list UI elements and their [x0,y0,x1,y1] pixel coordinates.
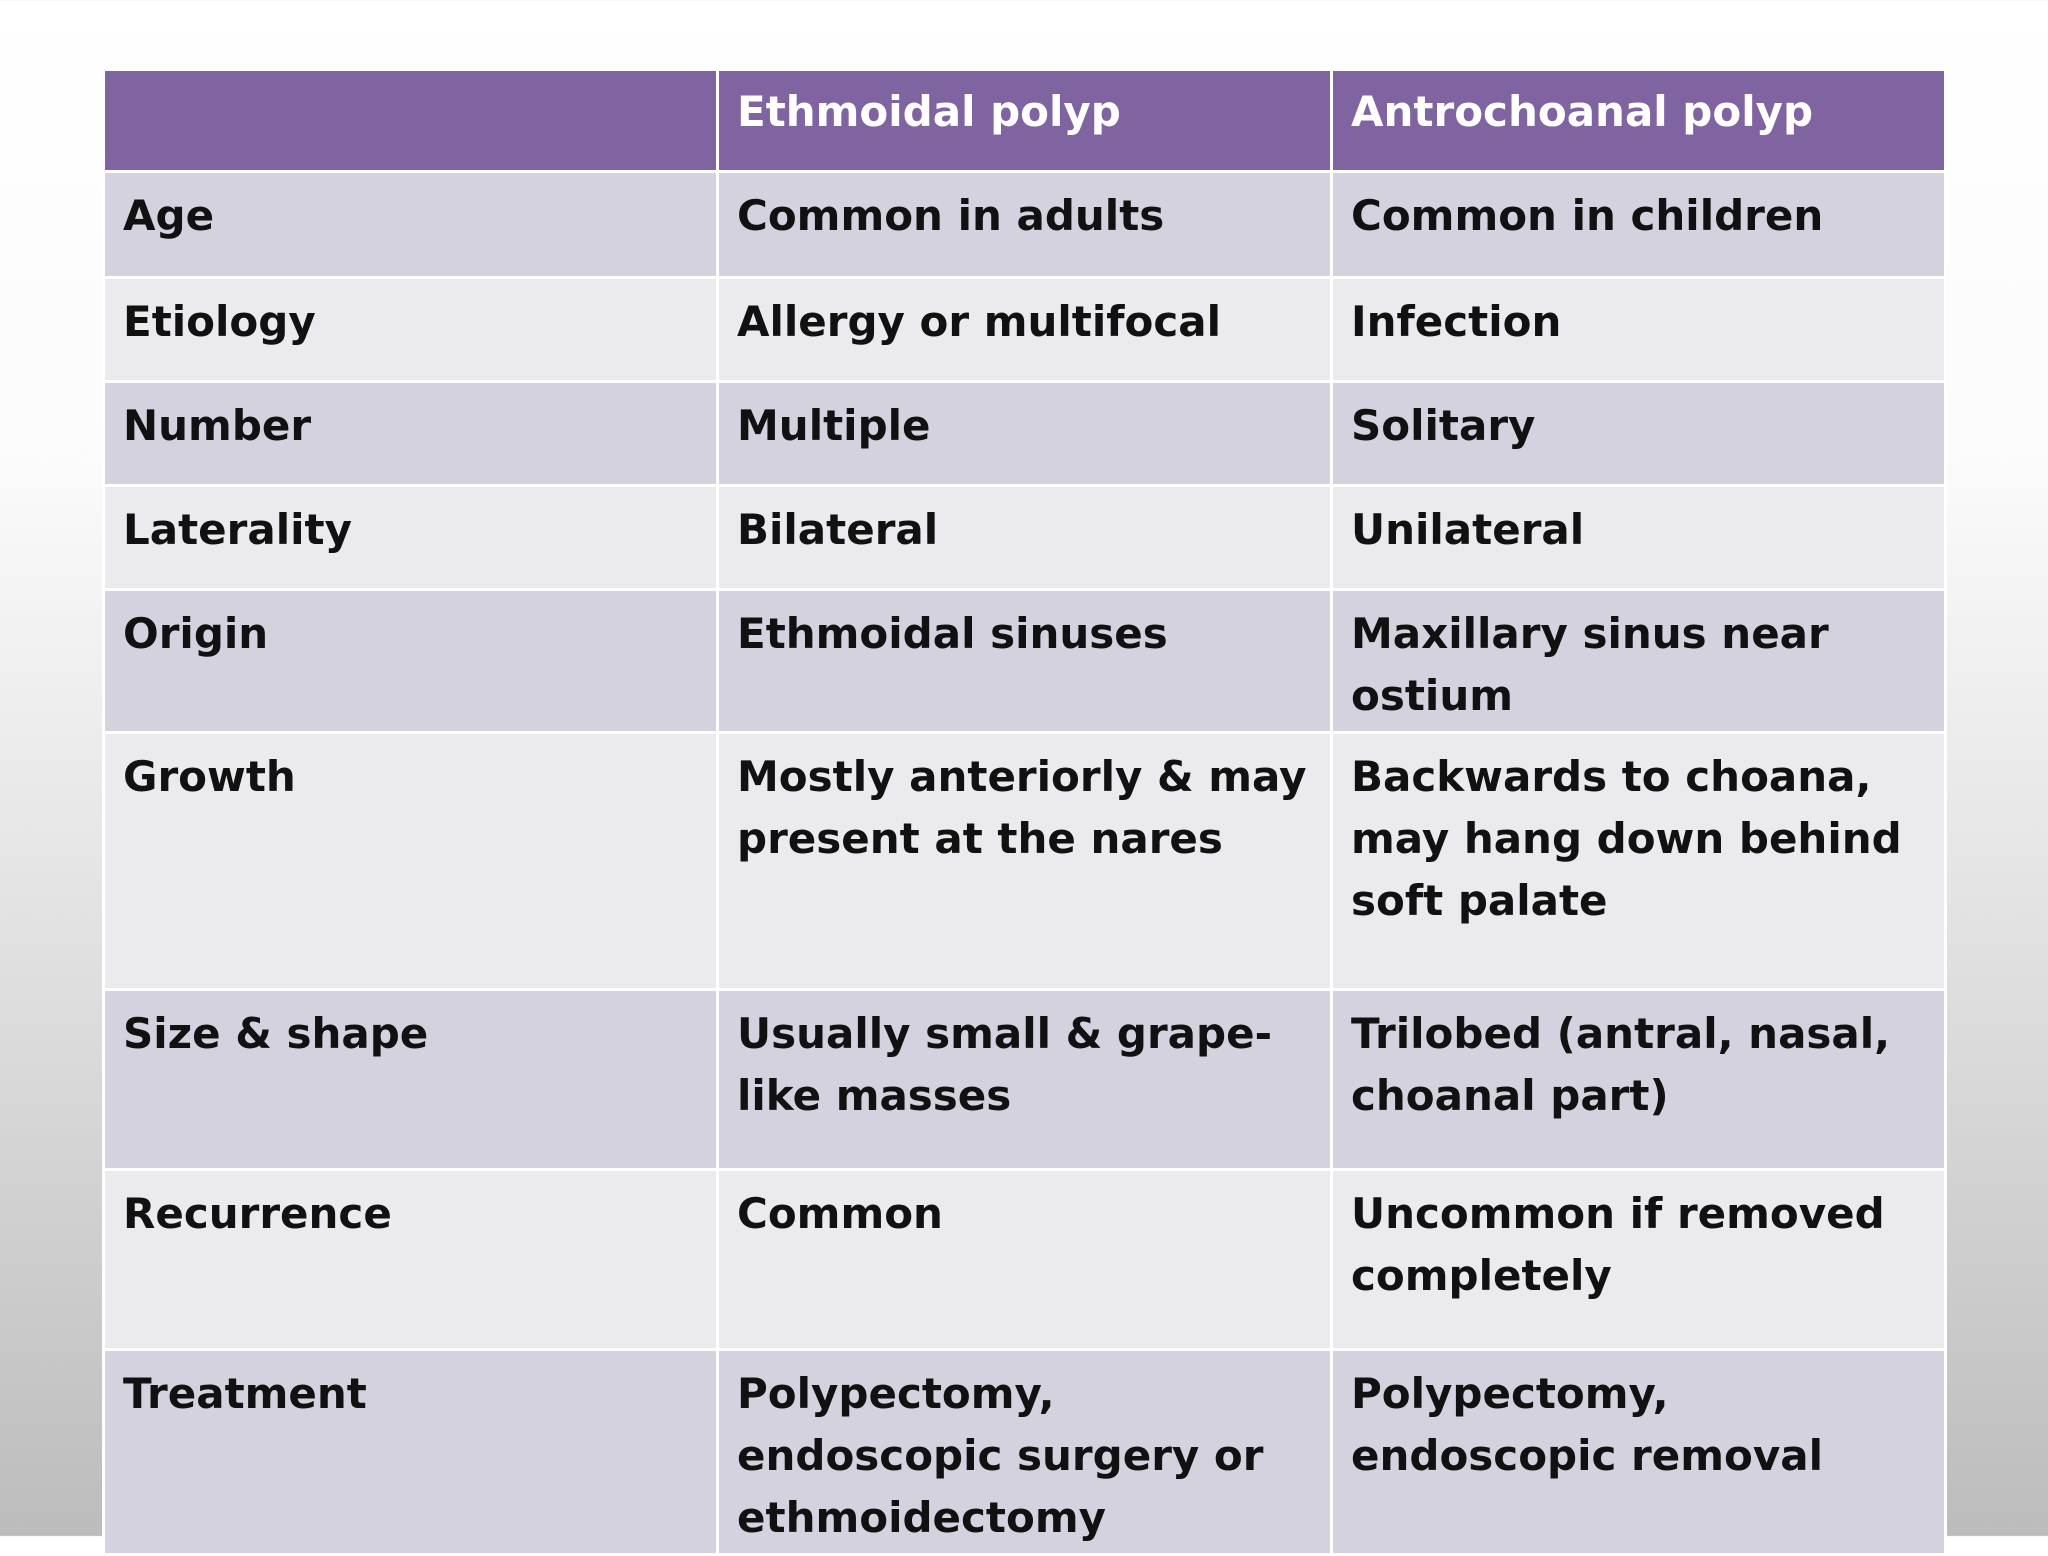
row-label: Size & shape [104,990,718,1170]
table-row-etiology [104,278,1946,382]
ethmoidal-cell: Common [718,1170,1332,1350]
ethmoidal-cell: Bilateral [718,486,1332,590]
header-row [104,70,1946,172]
row-label: Age [104,172,718,278]
antrochoanal-cell: Unilateral [1332,486,1946,590]
table-row-laterality [104,486,1946,590]
ethmoidal-cell: Multiple [718,382,1332,486]
table-row-size-shape [104,990,1946,1170]
header-cell-ethmoidal-polyp: Ethmoidal polyp [718,70,1332,172]
table-row-treatment [104,1350,1946,1555]
table-row-origin [104,590,1946,733]
row-label: Growth [104,733,718,990]
antrochoanal-cell: Trilobed (antral, nasal, choanal part) [1332,990,1946,1170]
table-row-number [104,382,1946,486]
ethmoidal-cell: Common in adults [718,172,1332,278]
table-row-age [104,172,1946,278]
ethmoidal-cell: Ethmoidal sinuses [718,590,1332,733]
row-label: Recurrence [104,1170,718,1350]
antrochoanal-cell: Maxillary sinus near ostium [1332,590,1946,733]
antrochoanal-cell: Common in children [1332,172,1946,278]
ethmoidal-cell: Allergy or multifocal [718,278,1332,382]
ethmoidal-cell: Usually small & grape-like masses [718,990,1332,1170]
table-row-recurrence [104,1170,1946,1350]
row-label: Laterality [104,486,718,590]
header-cell-feature [104,70,718,172]
table-row-growth [104,733,1946,990]
row-label: Number [104,382,718,486]
antrochoanal-cell: Infection [1332,278,1946,382]
row-label: Origin [104,590,718,733]
antrochoanal-cell: Backwards to choana, may hang down behind soft palate [1332,733,1946,990]
antrochoanal-cell: Uncommon if removed completely [1332,1170,1946,1350]
antrochoanal-cell: Solitary [1332,382,1946,486]
table-body [104,172,1946,1555]
comparison-table [102,68,1947,1556]
row-label: Treatment [104,1350,718,1555]
ethmoidal-cell: Polypectomy, endoscopic surgery or ethmoidectomy [718,1350,1332,1555]
table-header [104,70,1946,172]
row-label: Etiology [104,278,718,382]
ethmoidal-cell: Mostly anteriorly & may present at the nares [718,733,1332,990]
header-cell-antrochoanal-polyp: Antrochoanal polyp [1332,70,1946,172]
antrochoanal-cell: Polypectomy, endoscopic removal [1332,1350,1946,1555]
